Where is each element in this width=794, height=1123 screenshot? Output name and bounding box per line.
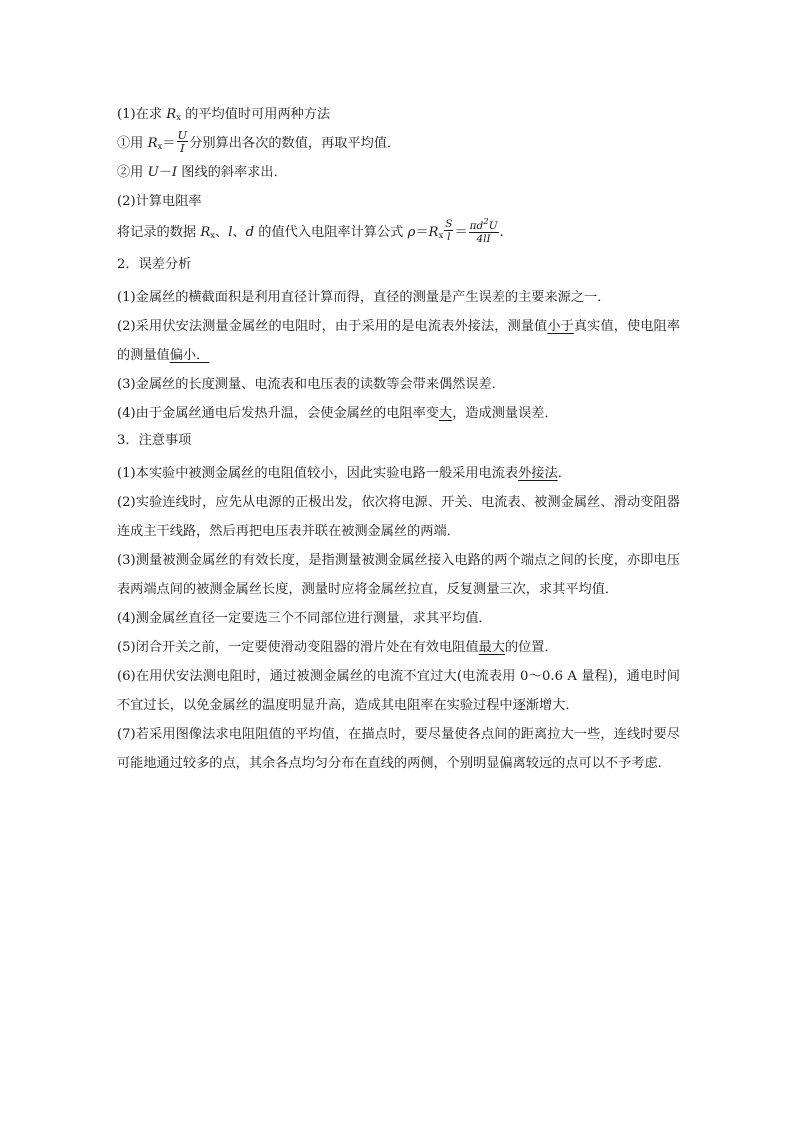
numerator <box>469 216 499 233</box>
precaution-3: (3)测量被测金属丝的有效长度，是指测量被测金属丝接入电路的两个端点之间的长度，亦即电压表两端点间的被测金属丝长度，测量时应将金属丝拉直，反复测量三次，求其平均值． <box>117 553 680 597</box>
resistivity-formula-line <box>117 218 680 252</box>
subscript: x <box>438 231 444 241</box>
fraction-resistivity <box>469 216 499 245</box>
diameter-symbol: d <box>245 225 255 240</box>
text-segment: (1)在求 <box>117 107 167 122</box>
precaution-2: (2)实验连线时，应先从电源的正极出发，依次将电源、开关、电流表、被测金属丝、滑动变阻器连成主干线路，然后再把电压表并联在被测金属丝的两端． <box>117 495 680 539</box>
numerator: U <box>177 128 188 142</box>
current-symbol: I <box>171 165 178 180</box>
subscript: x <box>210 231 216 241</box>
error-point-4 <box>117 399 680 428</box>
underlined-answer: 外接法 <box>518 466 558 481</box>
text-segment: 将记录的数据 <box>117 225 201 240</box>
precaution-6: (6)在用伏安法测电阻时，通过被测金属丝的电流不宜过大(电流表用 0～0.6 A 量程)，通电时间不宜过长，以免金属丝的温度明显升高，造成其电阻率在实验过程中逐渐增大． <box>117 669 680 713</box>
fraction-s-over-l <box>444 218 453 243</box>
method-two-line <box>117 160 680 189</box>
subscript: x <box>176 113 181 123</box>
length-symbol: l <box>228 225 233 240</box>
text-segment: 的位置． <box>504 640 558 655</box>
text-segment: (1)本实验中被测金属丝的电阻值较小，因此实验电路一般采用电流表 <box>117 466 519 481</box>
precautions-heading: 3．注意事项 <box>117 433 192 448</box>
text-segment: ，造成测量误差． <box>452 406 558 421</box>
superscript: 2 <box>483 217 489 227</box>
error-analysis-heading: 2．误差分析 <box>117 257 192 272</box>
denominator: l <box>447 231 451 243</box>
underlined-answer: 大 <box>439 406 453 421</box>
resistivity-calc-heading: (2)计算电阻率 <box>117 194 202 209</box>
equals-sign: ＝ <box>454 225 468 240</box>
subscript: x <box>157 142 163 152</box>
voltage-symbol: U <box>147 165 159 180</box>
error-point-3: (3)金属丝的长度测量、电流表和电压表的读数等会带来偶然误差． <box>117 377 505 392</box>
text-segment: 的值代入电阻率计算公式 <box>254 225 408 240</box>
average-methods-line <box>117 102 680 131</box>
underlined-answer: 偏小． <box>169 348 210 363</box>
dash: － <box>158 165 172 180</box>
denominator: I <box>180 141 185 155</box>
rho-symbol: ρ <box>407 225 416 240</box>
resistance-symbol: R <box>147 136 158 151</box>
resistance-symbol: R <box>428 225 439 240</box>
text-segment: (2)采用伏安法测量金属丝的电阻时，由于采用的是电流表外接法，测量值 <box>117 319 548 334</box>
period: . <box>499 225 504 240</box>
resistance-symbol: R <box>166 107 177 122</box>
numerator: S <box>445 218 453 230</box>
text-segment: 真实值，使电阻率的测量值 <box>117 319 681 363</box>
error-point-1: (1)金属丝的横截面积是利用直径计算而得，直径的测量是产生误差的主要来源之一． <box>117 290 611 305</box>
precaution-1 <box>117 459 680 488</box>
precaution-4: (4)测金属丝直径一定要选三个不同部位进行测量，求其平均值． <box>117 611 492 626</box>
text-segment: 、 <box>215 225 229 240</box>
document-body <box>117 102 680 778</box>
text-segment: (5)闭合开关之前，一定要使滑动变阻器的滑片处在有效电阻值 <box>117 640 479 655</box>
text-segment: 图线的斜率求出． <box>177 165 287 180</box>
equals-sign: ＝ <box>162 136 176 151</box>
error-point-2 <box>117 312 680 370</box>
numerator-part: πd <box>469 220 484 232</box>
text-segment: ①用 <box>117 136 148 151</box>
denominator: 4lI <box>476 233 491 245</box>
text-segment: ②用 <box>117 165 148 180</box>
resistance-symbol: R <box>200 225 211 240</box>
text-segment: 的平均值时可用两种方法 <box>180 107 331 122</box>
numerator-part: U <box>488 220 498 232</box>
text-segment: 、 <box>232 225 246 240</box>
method-one-line <box>117 128 680 160</box>
precaution-5 <box>117 633 680 662</box>
text-segment: 分别算出各次的数值，再取平均值． <box>189 136 401 151</box>
precaution-7: (7)若采用图像法求电阻阻值的平均值，在描点时，要尽量使各点间的距离拉大一些，连线时要尽可能地通过较多的点，其余各点均匀分布在直线的两侧，个别明显偏离较远的点可以不予考虑. <box>117 727 680 771</box>
underlined-answer: 小于 <box>547 319 574 334</box>
equals-sign: ＝ <box>415 225 429 240</box>
text-segment: ． <box>557 466 571 481</box>
underlined-answer: 最大 <box>478 640 505 655</box>
text-segment: (4)由于金属丝通电后发热升温，会使金属丝的电阻率变 <box>117 406 439 421</box>
fraction-u-over-i <box>177 129 189 154</box>
